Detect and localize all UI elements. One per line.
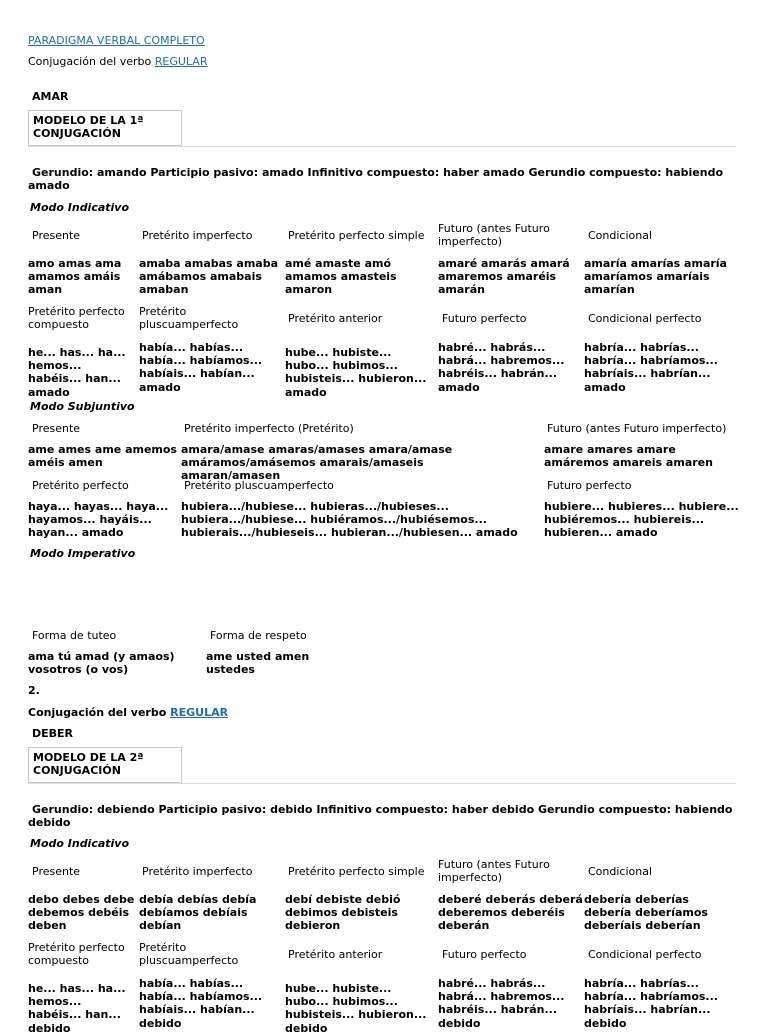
col-header: Pretérito pluscuamperfecto xyxy=(184,479,334,492)
verb-title: AMAR xyxy=(32,90,69,103)
gerund-line-cont: debido xyxy=(28,816,71,829)
col-header: Pretérito pluscuamperfecto xyxy=(139,305,239,331)
conj-cell: había... habías... había... habíamos... habíais... habían... debido xyxy=(139,977,263,1030)
model-box: MODELO DE LA 1ª CONJUGACIÓN xyxy=(28,110,182,146)
conj-cell: ama tú amad (y amaos) vosotros (o vos) xyxy=(28,650,175,677)
conj-cell: hubiera.../hubiese... hubieras.../hubieses... hubiera.../hubiese... hubiéramos.../hubiésemos... hubierais.../hubieseis... hubieran.../hubiesen... amado xyxy=(181,500,518,540)
conj-cell: habré... habrás... habrá... habremos... habréis... habrán... amado xyxy=(438,341,565,394)
conj-cell: había... habías... había... habíamos... habíais... habían... amado xyxy=(139,341,263,394)
divider xyxy=(28,146,736,147)
conj-cell: hube... hubiste... hubo... hubimos... hubisteis... hubieron... debido xyxy=(285,982,427,1035)
verb-title: DEBER xyxy=(32,727,74,740)
conj-cell: hubiere... hubieres... hubiere... hubiéremos... hubiereis... hubieren... amado xyxy=(544,500,739,540)
col-header: Pretérito pluscuamperfecto xyxy=(139,941,239,967)
col-header: Pretérito anterior xyxy=(288,948,383,961)
col-header: Condicional xyxy=(588,229,653,242)
modo-subjuntivo-heading: Modo Subjuntivo xyxy=(30,400,135,413)
col-header: Forma de respeto xyxy=(210,629,307,642)
conj-cell: amaba amabas amaba amábamos amabais amaban xyxy=(139,257,279,297)
col-header: Condicional perfecto xyxy=(588,948,702,961)
conj-cell: haya... hayas... haya... hayamos... hayáis... hayan... amado xyxy=(28,500,169,540)
conj-cell: he... has... ha... hemos... habéis... han... amado xyxy=(28,346,126,399)
conj-cell: amé amaste amó amamos amasteis amaron xyxy=(285,257,397,297)
col-header: Pretérito imperfecto (Pretérito) xyxy=(184,422,354,435)
gerund-line-cont: amado xyxy=(28,179,70,192)
conj-cell: habré... habrás... habrá... habremos... habréis... habrán... debido xyxy=(438,977,565,1030)
conj-cell: amaré amarás amará amaremos amaréis amarán xyxy=(438,257,570,297)
modo-imperativo-heading: Modo Imperativo xyxy=(30,547,136,560)
col-header: Condicional xyxy=(588,865,653,878)
col-header: Presente xyxy=(32,422,81,435)
conj-cell: amare amares amare amáremos amareis amaren xyxy=(544,443,713,470)
col-header: Condicional perfecto xyxy=(588,312,702,325)
conj-cell: habría... habrías... habría... habríamos... habríais... habrían... debido xyxy=(584,977,718,1030)
conj-cell: debo debes debe debemos debéis deben xyxy=(28,893,135,933)
col-header: Futuro perfecto xyxy=(547,479,632,492)
conj-cell: ame usted amen ustedes xyxy=(206,650,310,677)
conj-cell: he... has... ha... hemos... habéis... han... debido xyxy=(28,982,126,1035)
col-header: Futuro (antes Futuro imperfecto) xyxy=(438,858,550,884)
conj-cell: debería deberías debería deberíamos deberíais deberían xyxy=(584,893,708,933)
modo-indicativo-heading: Modo Indicativo xyxy=(30,201,130,214)
regular-link[interactable]: REGULAR xyxy=(154,55,208,68)
conjugation-prefix: Conjugación del verbo xyxy=(28,706,171,719)
col-header: Futuro perfecto xyxy=(442,948,527,961)
col-header: Pretérito perfecto simple xyxy=(288,229,425,242)
col-header: Pretérito imperfecto xyxy=(142,865,253,878)
conj-cell: debía debías debía debíamos debíais debían xyxy=(139,893,257,933)
col-header: Pretérito imperfecto xyxy=(142,229,253,242)
gerund-line: Gerundio: amando Participio pasivo: amado Infinitivo compuesto: haber amado Gerundio compuesto: habiendo xyxy=(32,166,724,179)
col-header: Futuro (antes Futuro imperfecto) xyxy=(438,222,550,248)
conj-cell: amo amas ama amamos amáis aman xyxy=(28,257,122,297)
col-header: Pretérito perfecto simple xyxy=(288,865,425,878)
divider xyxy=(28,783,736,784)
col-header: Forma de tuteo xyxy=(32,629,117,642)
col-header: Presente xyxy=(32,229,81,242)
gerund-line: Gerundio: debiendo Participio pasivo: debido Infinitivo compuesto: haber debido Gerundio compuesto: habiendo xyxy=(32,803,733,816)
conj-cell: hube... hubiste... hubo... hubimos... hubisteis... hubieron... amado xyxy=(285,346,427,399)
col-header: Pretérito perfecto xyxy=(32,479,129,492)
modo-indicativo-heading: Modo Indicativo xyxy=(30,837,130,850)
paradigma-title-link[interactable]: PARADIGMA VERBAL COMPLETO xyxy=(28,34,205,47)
col-header: Pretérito anterior xyxy=(288,312,383,325)
col-header: Pretérito perfecto compuesto xyxy=(28,941,125,967)
col-header: Futuro perfecto xyxy=(442,312,527,325)
model-box: MODELO DE LA 2ª CONJUGACIÓN xyxy=(28,747,182,783)
conjugation-line xyxy=(28,706,228,719)
col-header: Presente xyxy=(32,865,81,878)
conj-cell: amara/amase amaras/amases amara/amase amáramos/amásemos amarais/amaseis amaran/amasen xyxy=(181,443,453,483)
conjugation-line xyxy=(28,55,207,68)
regular-link[interactable]: REGULAR xyxy=(170,706,229,719)
section-number: 2. xyxy=(28,684,40,697)
conj-cell: debí debiste debió debimos debisteis debieron xyxy=(285,893,401,933)
conj-cell: amaría amarías amaría amaríamos amaríais amarían xyxy=(584,257,727,297)
conj-cell: ame ames ame amemos améis amen xyxy=(28,443,177,470)
conj-cell: habría... habrías... habría... habríamos... habríais... habrían... amado xyxy=(584,341,718,394)
col-header: Pretérito perfecto compuesto xyxy=(28,305,125,331)
conjugation-prefix: Conjugación del verbo xyxy=(28,55,155,68)
conj-cell: deberé deberás deberá deberemos deberéis deberán xyxy=(438,893,583,933)
col-header: Futuro (antes Futuro imperfecto) xyxy=(547,422,727,435)
